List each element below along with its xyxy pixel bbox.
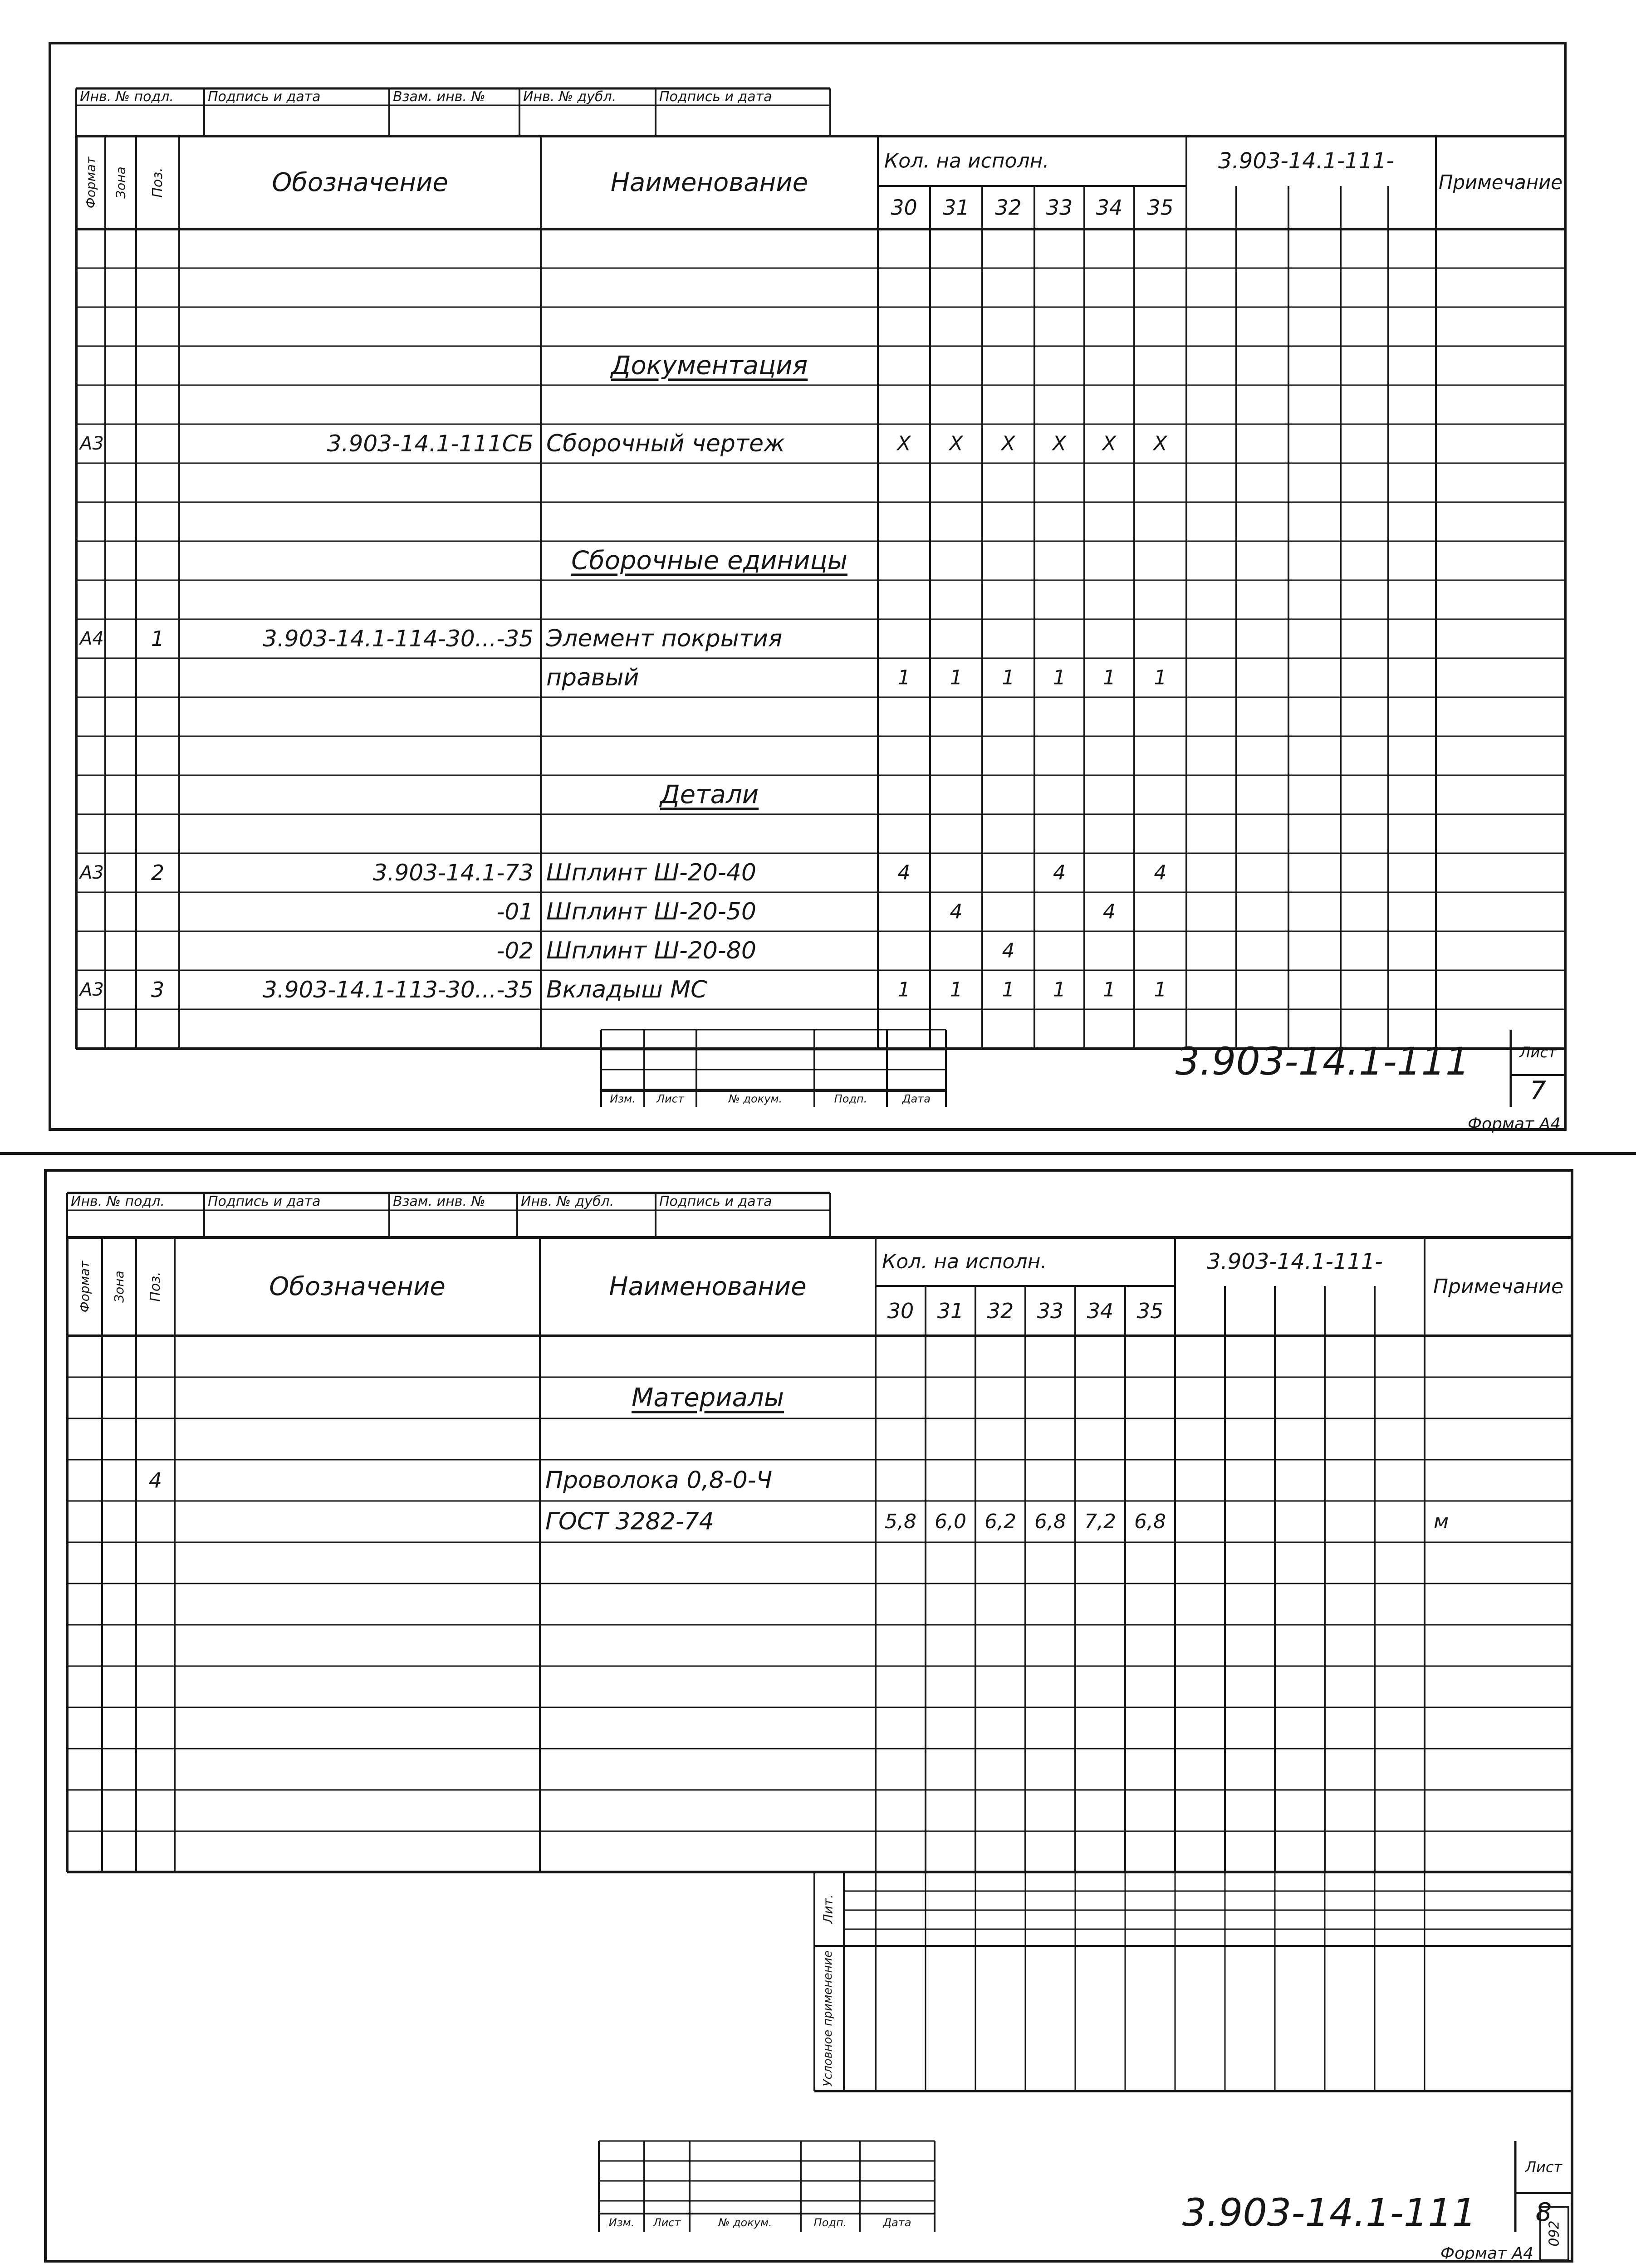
sheet-separator: [0, 1152, 1636, 1155]
header-name: Наименование: [609, 1272, 807, 1301]
title-block-col-label: Изм.: [610, 1092, 636, 1105]
stamp-label: Взам. инв. №: [393, 89, 485, 105]
row-qty: X: [1153, 432, 1167, 455]
stamp-label: Инв. № подл.: [71, 1193, 165, 1210]
stamp-label: Инв. № дубл.: [523, 89, 617, 105]
header-note: Примечание: [1439, 171, 1563, 194]
side-label-lit: Лит.: [820, 1894, 836, 1924]
row-qty: 4: [1154, 861, 1167, 885]
title-block-col-label: Подп.: [813, 2216, 847, 2229]
margin-mark: 092: [1546, 2220, 1563, 2247]
stamp-label: Инв. № дубл.: [521, 1193, 614, 1210]
header-pos: Поз.: [150, 167, 166, 198]
variant-number: 31: [937, 1299, 964, 1323]
row-name: Сборочный чертеж: [546, 430, 785, 457]
row-qty: X: [1102, 432, 1117, 455]
row-pos: 1: [151, 626, 165, 651]
variant-number: 35: [1136, 1299, 1164, 1323]
header-zone: Зона: [113, 166, 128, 199]
row-qty: 1: [1002, 978, 1015, 1002]
row-designation: 3.903-14.1-73: [372, 860, 534, 886]
row-qty: 1: [1103, 978, 1116, 1002]
header-format: Формат: [77, 1261, 92, 1313]
title-block-col-label: Изм.: [608, 2216, 635, 2229]
row-designation: 3.903-14.1-113-30...-35: [263, 977, 534, 1003]
row-name: правый: [546, 664, 639, 691]
variant-number: 33: [1046, 195, 1073, 220]
section-heading: Материалы: [632, 1383, 784, 1413]
section-heading: Детали: [660, 780, 759, 810]
row-qty: 5,8: [885, 1510, 916, 1533]
row-name: Проволока 0,8-0-Ч: [545, 1466, 773, 1494]
format-label: Формат А4: [1440, 2244, 1533, 2263]
row-qty: 1: [1053, 978, 1066, 1002]
header-qty-code: 3.903-14.1-111-: [1218, 148, 1394, 174]
row-qty: 4: [950, 900, 963, 924]
row-note: м: [1434, 1510, 1449, 1533]
sheet-label: Лист: [1525, 2158, 1563, 2176]
row-qty: 1: [1154, 666, 1167, 689]
row-format: A3: [80, 433, 104, 454]
variant-number: 34: [1087, 1299, 1114, 1323]
stamp-label: Подпись и дата: [208, 1193, 321, 1210]
document-code: 3.903-14.1-111: [1175, 1039, 1470, 1084]
section-heading: Сборочные единицы: [571, 546, 847, 576]
stamp-label: Подпись и дата: [659, 89, 772, 105]
row-qty: X: [897, 432, 911, 455]
header-format: Формат: [83, 156, 98, 209]
row-pos: 2: [151, 860, 165, 885]
document-code: 3.903-14.1-111: [1182, 2190, 1477, 2235]
title-block-col-label: Дата: [902, 1092, 931, 1105]
stamp-label: Подпись и дата: [659, 1193, 772, 1210]
header-zone: Зона: [112, 1271, 127, 1303]
header-note: Примечание: [1433, 1275, 1564, 1298]
title-block-col-label: Дата: [883, 2216, 911, 2229]
row-qty: 1: [1103, 666, 1116, 689]
title-block-col-label: Лист: [656, 1092, 684, 1105]
row-designation: -01: [496, 899, 534, 925]
row-qty: 6,8: [1134, 1510, 1166, 1533]
row-qty: 1: [1002, 666, 1015, 689]
row-designation: -02: [496, 938, 534, 964]
variant-number: 30: [887, 1299, 914, 1323]
row-qty: 6,2: [985, 1510, 1016, 1533]
side-label-applicability: Условное применение: [821, 1948, 835, 2087]
row-qty: 4: [1103, 900, 1116, 924]
row-pos: 4: [148, 1468, 162, 1493]
row-qty: 6,0: [935, 1510, 966, 1533]
title-block-col-label: Лист: [653, 2216, 681, 2229]
row-format: A4: [80, 628, 104, 649]
row-name: Шплинт Ш-20-40: [546, 859, 756, 886]
row-qty: 1: [897, 666, 911, 689]
row-qty: X: [1001, 432, 1015, 455]
title-block-col-label: № докум.: [718, 2216, 772, 2229]
stamp-label: Инв. № подл.: [80, 89, 174, 105]
row-qty: 6,8: [1034, 1510, 1066, 1533]
variant-number: 33: [1037, 1299, 1064, 1323]
sheet-number: 8: [1535, 2198, 1552, 2227]
header-designation: Обозначение: [272, 168, 448, 197]
variant-number: 34: [1096, 195, 1123, 220]
row-qty: 4: [897, 861, 911, 885]
row-designation: 3.903-14.1-111СБ: [327, 430, 534, 457]
format-label: Формат А4: [1467, 1114, 1561, 1134]
variant-number: 30: [891, 195, 917, 220]
row-name: Вкладыш МС: [546, 976, 707, 1003]
row-qty: 4: [1002, 939, 1015, 963]
header-name: Наименование: [610, 168, 808, 197]
stamp-label: Подпись и дата: [208, 89, 321, 105]
header-designation: Обозначение: [269, 1272, 446, 1301]
sheet-number: 7: [1530, 1076, 1546, 1106]
variant-number: 35: [1147, 195, 1174, 220]
header-pos: Поз.: [147, 1271, 163, 1302]
sheet-frame: [45, 1170, 1572, 2261]
row-qty: 1: [950, 978, 963, 1002]
row-name: Шплинт Ш-20-50: [546, 898, 756, 925]
row-qty: X: [1052, 432, 1067, 455]
row-qty: 1: [950, 666, 963, 689]
row-format: A3: [80, 979, 104, 1000]
row-name: ГОСТ 3282-74: [545, 1508, 714, 1535]
row-qty: 7,2: [1084, 1510, 1116, 1533]
header-qty-label: Кол. на исполн.: [882, 1250, 1047, 1273]
title-block-col-label: № докум.: [728, 1092, 783, 1105]
row-format: A3: [80, 862, 104, 883]
row-qty: X: [949, 432, 963, 455]
row-designation: 3.903-14.1-114-30...-35: [263, 626, 534, 652]
variant-number: 32: [987, 1299, 1014, 1323]
header-qty-label: Кол. на исполн.: [884, 149, 1049, 173]
row-qty: 4: [1053, 861, 1066, 885]
sheet-label: Лист: [1519, 1044, 1557, 1061]
variant-number: 31: [943, 195, 970, 220]
row-qty: 1: [1154, 978, 1167, 1002]
row-qty: 1: [897, 978, 911, 1002]
row-name: Шплинт Ш-20-80: [546, 937, 756, 964]
sheet-frame: [50, 43, 1565, 1129]
row-qty: 1: [1053, 666, 1066, 689]
section-heading: Документация: [611, 351, 808, 381]
row-pos: 3: [151, 978, 165, 1002]
title-block-col-label: Подп.: [834, 1092, 867, 1105]
header-qty-code: 3.903-14.1-111-: [1207, 1249, 1383, 1275]
row-name: Элемент покрытия: [546, 625, 783, 652]
variant-number: 32: [995, 195, 1022, 220]
stamp-label: Взам. инв. №: [393, 1193, 485, 1210]
